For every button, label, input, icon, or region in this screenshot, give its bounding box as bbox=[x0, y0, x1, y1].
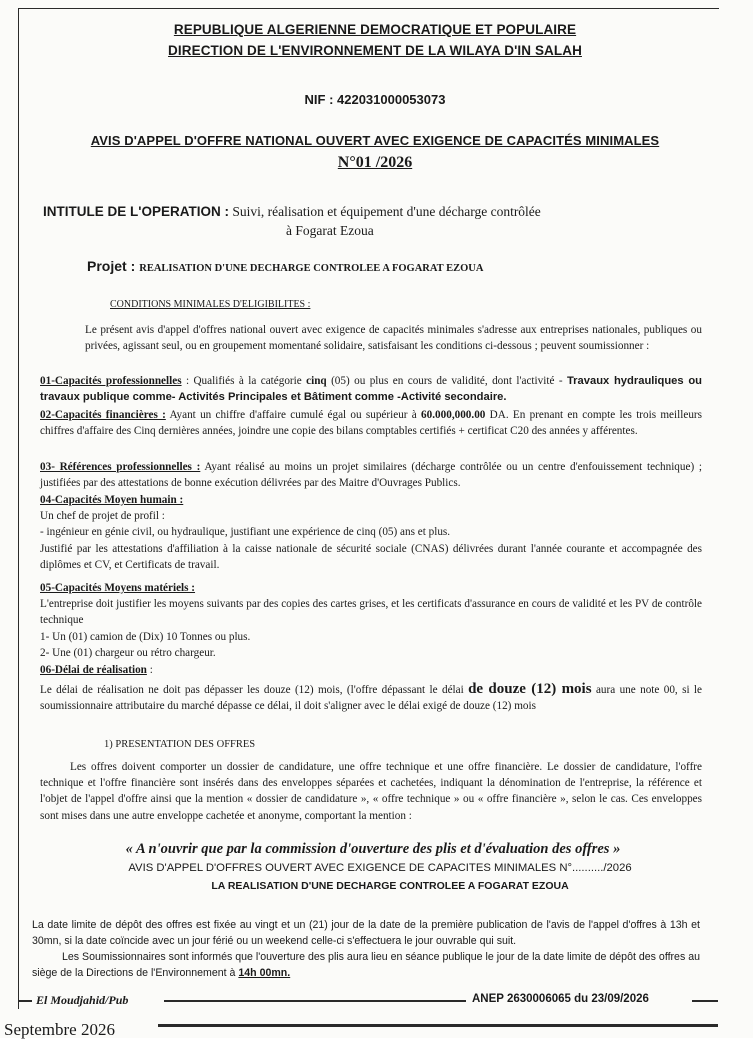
footer-rule-middle bbox=[164, 1000, 466, 1002]
condition-01-cinq: cinq bbox=[306, 375, 327, 387]
condition-04 bbox=[40, 492, 702, 573]
presentation-heading: 1) PRESENTATION DES OFFRES bbox=[104, 739, 256, 750]
intitule-block bbox=[43, 202, 683, 222]
intitule-text: Suivi, réalisation et équipement d'une décharge contrôlée bbox=[232, 204, 541, 219]
condition-01-text-a: : Qualifiés à la catégorie bbox=[181, 375, 307, 387]
condition-06-colon: : bbox=[146, 664, 153, 676]
condition-04-line-1: Un chef de projet de profil : bbox=[40, 510, 165, 523]
footer-rule-right bbox=[692, 1000, 718, 1002]
condition-06-text-b: aura une note 00, si le soumissionnaire attributaire du marché dépasse ce délai, il doit s'aligner avec le délai exigé de douze (12) mois bbox=[40, 684, 703, 713]
condition-01 bbox=[40, 373, 702, 405]
condition-02-text-a: Ayant un chiffre d'affaire cumulé égal ou supérieur à bbox=[165, 409, 422, 421]
depot-time: 14h 00mn. bbox=[238, 966, 291, 979]
depot-text: Les Soumissionnaires sont informés que l'ouverture des plis aura lieu en séance publique le jour de la date limite de dépôt des offres au siège de la Directions de l'Environnement à bbox=[32, 951, 700, 979]
presentation-mention: « A n'ouvrir que par la commission d'ouverture des plis et d'évaluation des offres » bbox=[125, 841, 621, 857]
condition-05-line-3: 2- Une (01) chargeur ou rétro chargeur. bbox=[40, 646, 216, 659]
page-date: Septembre 2026 bbox=[4, 1020, 115, 1039]
projet-label: Projet : bbox=[87, 258, 136, 274]
depot-paragraph-1: La date limite de dépôt des offres est fixée au vingt et un (21) jour de la date de la première publication de l'avis de l'appel d'offres à 13h et 30mn, si la date coïncide avec un jour férié ou un weekend celle-ci s'effectuera le jour ouvrable qui suit. bbox=[32, 919, 700, 947]
intitule-label: INTITULE DE L'OPERATION : bbox=[43, 204, 229, 219]
condition-02-text-b: DA. En prenant en compte les trois meilleurs chiffres d'affaire des Cinq dernières années, joindre une copie des bilans comptables certifiés + certificat C20 des années y afférentes. bbox=[40, 409, 702, 438]
anep-reference: ANEP 2630006065 du 23/09/2026 bbox=[472, 993, 649, 1005]
condition-01-text-b: (05) ou plus en cours de validité, dont l'activité - bbox=[326, 375, 567, 387]
condition-03 bbox=[40, 459, 702, 491]
nif-number: NIF : 422031000053073 bbox=[304, 92, 446, 107]
avis-number: N°01 /2026 bbox=[337, 154, 413, 171]
condition-01-label: 01-Capacités professionnelles bbox=[40, 375, 182, 387]
condition-06-big: de douze (12) mois bbox=[468, 681, 592, 697]
footer-rule-left bbox=[18, 1000, 32, 1002]
presentation-mention-3: LA REALISATION D'UNE DECHARGE CONTROLEE A FOGARAT EZOUA bbox=[211, 880, 569, 892]
condition-03-label: 03- Références professionnelles : bbox=[40, 461, 201, 473]
depot-paragraph-2 bbox=[32, 950, 700, 981]
condition-06-heading bbox=[40, 662, 702, 678]
condition-05-label: 05-Capacités Moyens matériels : bbox=[40, 582, 196, 594]
condition-02-label: 02-Capacités financières : bbox=[40, 409, 166, 421]
condition-01-bold: Travaux hydrauliques ou travaux publique comme- Activités Principales et Bâtiment comme -Activité secondaire. bbox=[40, 375, 702, 404]
condition-04-line-2: - ingénieur en génie civil, ou hydraulique, justifiant une expérience de cinq (05) ans et plus. bbox=[40, 526, 451, 539]
intitule-text-2: à Fogarat Ezoua bbox=[286, 223, 374, 238]
page-bottom-rule bbox=[158, 1024, 718, 1027]
condition-04-label: 04-Capacités Moyen humain : bbox=[40, 494, 184, 506]
condition-06-text-a: Le délai de réalisation ne doit pas dépasser les douze (12) mois, (l'offre dépassant le délai bbox=[40, 684, 469, 696]
avis-title: AVIS D'APPEL D'OFFRE NATIONAL OUVERT AVEC EXIGENCE DE CAPACITÉS MINIMALES bbox=[90, 133, 660, 148]
condition-02-amount: 60.000,000.00 bbox=[421, 409, 486, 421]
projet-text: REALISATION D'UNE DECHARGE CONTROLEE A FOGARAT EZOUA bbox=[139, 263, 484, 274]
conditions-intro: Le présent avis d'appel d'offres national ouvert avec exigence de capacités minimales s'adresse aux entreprises nationales, publiques ou privées, agissant seul, ou en groupement momentané solidaire, satisfaisant les conditions ci-dessous ; peuvent soumissionner : bbox=[85, 324, 702, 353]
projet-line bbox=[87, 258, 483, 276]
condition-05-line-1: L'entreprise doit justifier les moyens suivants par des copies des cartes grises, et les certificats d'assurance en cours de validité et les PV de contrôle technique bbox=[40, 598, 702, 627]
republic-title: REPUBLIQUE ALGERIENNE DEMOCRATIQUE ET POPULAIRE bbox=[173, 22, 577, 37]
condition-03-text: Ayant réalisé au moins un projet similaires (décharge contrôlée ou un centre d'enfouissement technique) ; justifiées par des attestations de bonne exécution délivrées par des Maitre d'Ouvrages Publics. bbox=[40, 461, 702, 490]
presentation-text: Les offres doivent comporter un dossier de candidature, une offre technique et une offre financière. Le dossier de candidature, l'offre technique et l'offre financière sont insérés dans des enveloppes séparées et cachetées, indiquant la dénomination de l'entreprise, la référence et l'objet de l'appel d'offre ainsi que la mention « dossier de candidature », « offre technique » ou « offre financière », selon le cas. Ces enveloppes sont mises dans une autre enveloppe cachetée et anonyme, comportant la mention : bbox=[40, 761, 702, 822]
condition-04-line-3: Justifié par les attestations d'affiliation à la caisse nationale de sécurité sociale (CNAS) délivrées durant l'année courante et accompagnée des diplômes et CV, et Certificats de travail. bbox=[40, 542, 702, 571]
condition-05-line-2: 1- Un (01) camion de (Dix) 10 Tonnes ou plus. bbox=[40, 630, 251, 643]
presentation-mention-2: AVIS D'APPEL D'OFFRES OUVERT AVEC EXIGENCE DE CAPACITES MINIMALES N°........../2026 bbox=[128, 862, 632, 874]
conditions-heading: CONDITIONS MINIMALES D'ELIGIBILITES : bbox=[110, 299, 311, 310]
condition-06 bbox=[40, 681, 702, 714]
publisher-credit: El Moudjahid/Pub bbox=[36, 993, 129, 1007]
direction-title: DIRECTION DE L'ENVIRONNEMENT DE LA WILAYA D'IN SALAH bbox=[168, 43, 582, 58]
condition-02 bbox=[40, 407, 702, 439]
condition-05 bbox=[40, 580, 702, 661]
condition-06-label: 06-Délai de réalisation bbox=[40, 664, 147, 676]
